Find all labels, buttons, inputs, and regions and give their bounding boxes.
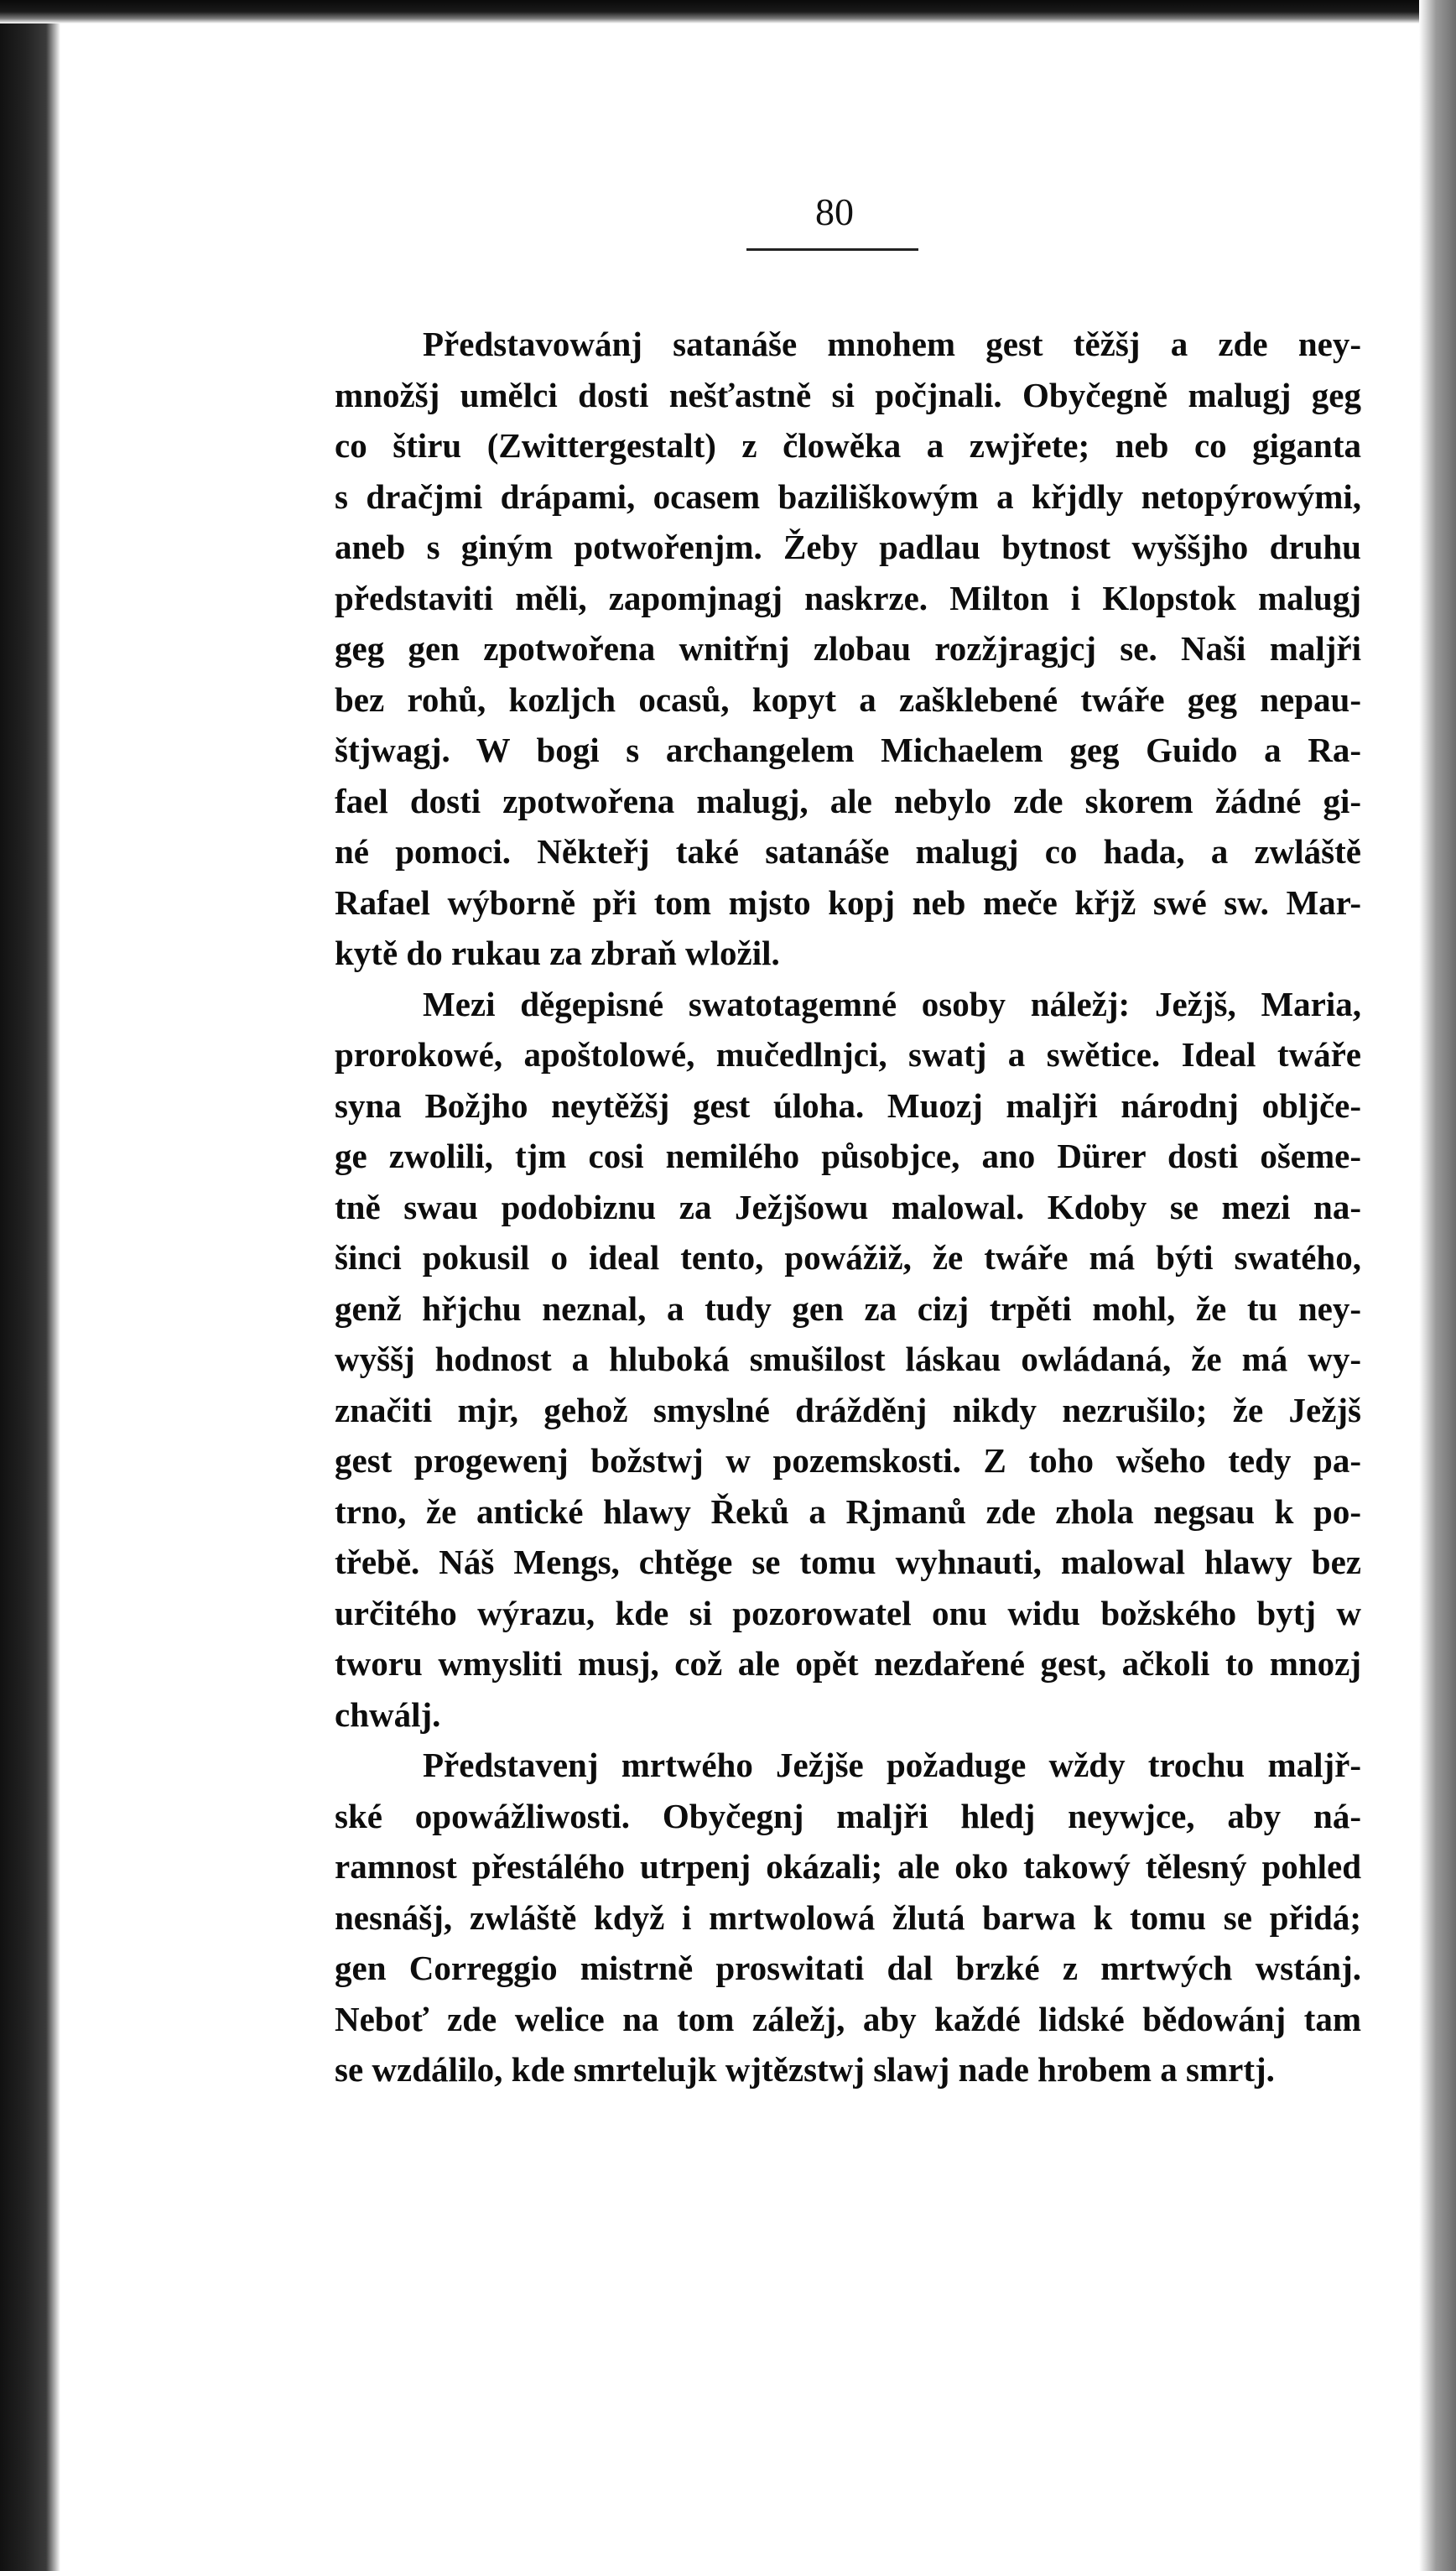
text-line: představiti měli, zapomjnagj naskrze. Milton i Klopstok malugj [335, 578, 1361, 617]
text-line: ge zwolili, tjm cosi nemilého působjce, ano Dürer dosti ošeme- [335, 1137, 1361, 1175]
text-line: bez rohů, kozljch ocasů, kopyt a zašklebené twáře geg nepau- [335, 679, 1361, 719]
text-line: ské opowážliwosti. Obyčegnj maljři hledj neywjce, aby ná- [335, 1796, 1361, 1835]
text-line: štjwagj. W bogi s archangelem Michaelem geg Guido a Ra- [335, 731, 1361, 769]
text-line: kytě do rukau za zbraň wložil. [335, 934, 780, 972]
text-line: nesnášj, zwláště když i mrtwolowá žlutá barwa k tomu se přidá; [335, 1897, 1361, 1937]
scan-left-edge [0, 0, 60, 2571]
paragraph [335, 979, 1361, 1741]
text-line: tně swau podobiznu za Ježjšowu malowal. Kdoby se mezi na- [335, 1187, 1361, 1226]
text-line: tworu wmysliti musj, což ale opět nezdařené gest, ačkoli to mnozj [335, 1644, 1361, 1683]
text-line: ramnost přestálého utrpenj okázali; ale oko takowý tělesný pohled [335, 1847, 1361, 1886]
text-line: gen Correggio mistrně proswitati dal brzké z mrtwých wstánj. [335, 1949, 1361, 1987]
text-line: fael dosti zpotwořena malugj, ale nebylo zde skorem žádné gi- [335, 781, 1361, 820]
text-line: chwálj. [335, 1694, 441, 1734]
body-text [335, 319, 1361, 2095]
text-line: co štiru (Zwittergestalt) z člowěka a zwjřete; neb co giganta [335, 426, 1361, 465]
scan-right-edge [1419, 0, 1456, 2571]
scan-top-edge [0, 0, 1456, 23]
text-line: Představenj mrtwého Ježjše požaduge wždy trochu maljř- [423, 1746, 1361, 1784]
text-line: Představowánj satanáše mnohem gest těžšj a zde ney- [423, 325, 1361, 363]
text-line: značiti mjr, gehož smyslné drážděnj nikdy nezrušilo; že Ježjš [335, 1390, 1361, 1429]
page-number: 80 [815, 190, 854, 233]
text-line: trno, že antické hlawy Řeků a Rjmanů zde zhola negsau k po- [335, 1491, 1361, 1531]
text-line: gest progewenj božstwj w pozemskosti. Z toho wšeho tedy pa- [335, 1441, 1361, 1480]
text-line: třebě. Náš Mengs, chtěge se tomu wyhnauti, malowal hlawy bez [335, 1543, 1361, 1581]
header-rule [746, 248, 918, 251]
text-line: Neboť zde welice na tom záležj, aby každé lidské bědowánj tam [335, 1999, 1361, 2038]
text-line: wyššj hodnost a hluboká smušilost láskau owládaná, že má wy- [335, 1340, 1361, 1378]
text-line: syna Božjho neytěžšj gest úloha. Muozj maljři národnj obljče- [335, 1085, 1361, 1125]
text-line: množšj umělci dosti nešťastně si počjnali. Obyčegně malugj geg [335, 375, 1361, 414]
text-line: genž hřjchu neznal, a tudy gen za cizj trpěti mohl, že tu ney- [335, 1288, 1361, 1328]
text-line: šinci pokusil o ideal tento, powážiž, že twáře má býti swatého, [335, 1238, 1361, 1277]
text-line: geg gen zpotwořena wnitřnj zlobau rozžjragjcj se. Naši maljři [335, 629, 1361, 668]
text-line: aneb s giným potwořenjm. Žeby padlau bytnost wyššjho druhu [335, 528, 1361, 566]
text-line: prorokowé, apoštolowé, mučedlnjci, swatj a swětice. Ideal twáře [335, 1035, 1361, 1074]
text-line: určitého wýrazu, kde si pozorowatel onu widu božského bytj w [335, 1593, 1361, 1632]
text-line: s dračjmi drápami, ocasem baziliškowým a křjdly netopýrowými, [335, 476, 1361, 516]
paragraph [335, 319, 1361, 979]
text-line: né pomoci. Někteřj také satanáše malugj co hada, a zwláště [335, 832, 1361, 871]
paragraph [335, 1740, 1361, 2095]
text-line: Rafael wýborně při tom mjsto kopj neb meče křjž swé sw. Mar- [335, 882, 1361, 922]
text-line: Mezi děgepisné swatotagemné osoby náležj: Ježjš, Maria, [423, 984, 1361, 1023]
text-line: se wzdálilo, kde smrtelujk wjtězstwj slawj nade hrobem a smrtj. [335, 2050, 1275, 2089]
